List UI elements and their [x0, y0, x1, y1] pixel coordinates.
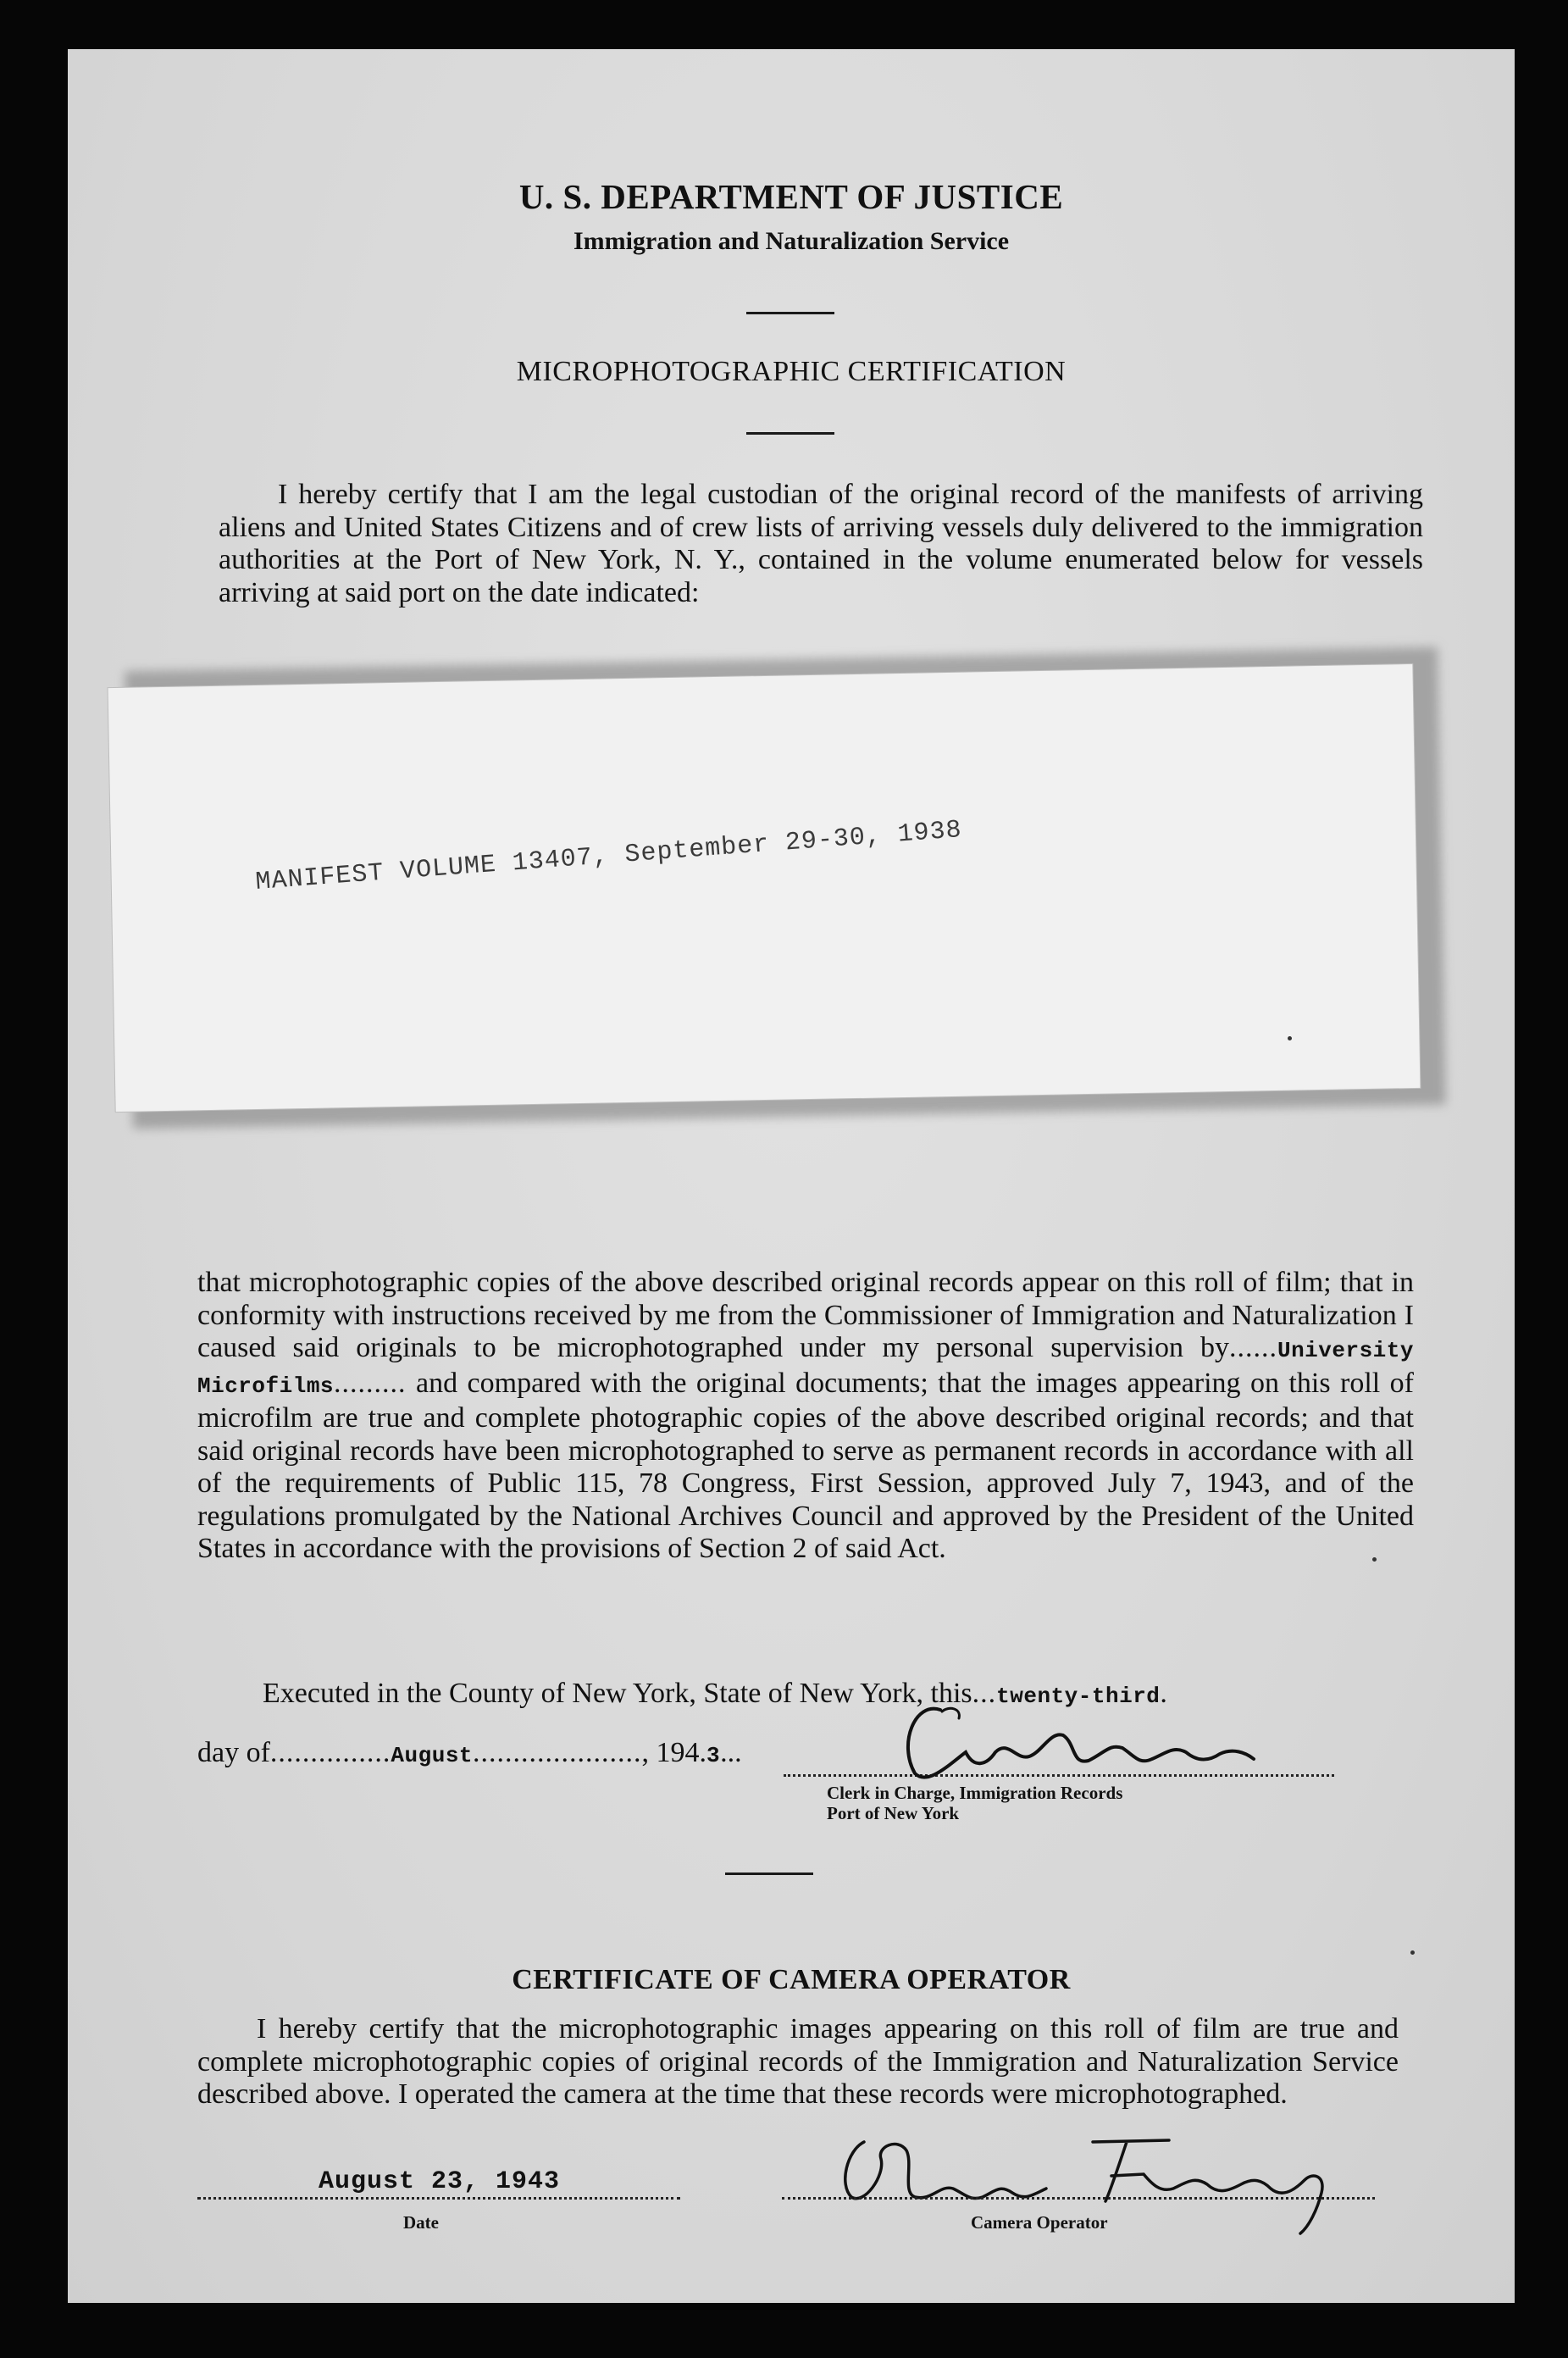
fill-dots: ............... — [269, 1737, 391, 1768]
fill-dots: ... — [720, 1737, 742, 1768]
day-of-label: day of — [197, 1737, 270, 1768]
clerk-signature — [881, 1693, 1338, 1795]
certification-title: MICROPHOTOGRAPHIC CERTIFICATION — [516, 356, 1067, 387]
dust-speck — [1410, 1950, 1415, 1955]
fill-dots: ..................... — [473, 1737, 642, 1768]
date-label: Date — [403, 2212, 439, 2233]
camera-divider — [725, 1873, 813, 1875]
header-divider-top — [746, 312, 834, 314]
volume-slip — [108, 664, 1421, 1112]
volume-slip-text: MANIFEST VOLUME 13407, September 29-30, 1938 — [254, 816, 963, 897]
day-of-line — [197, 1737, 742, 1769]
operator-signature-line — [782, 2197, 1375, 2200]
operator-signature — [813, 2117, 1406, 2235]
dust-speck — [1372, 1557, 1377, 1562]
camera-date-value: August 23, 1943 — [319, 2167, 561, 2196]
date-line — [197, 2197, 680, 2200]
execution-month: August — [391, 1743, 474, 1768]
certificate-page — [68, 49, 1515, 2303]
microfilmer-name: University Microfilms — [197, 1338, 1414, 1399]
clerk-title — [827, 1783, 1122, 1823]
operator-label: Camera Operator — [971, 2212, 1108, 2233]
execution-prefix: Executed in the County of New York, State of New York, this — [263, 1678, 972, 1709]
department-heading: U. S. DEPARTMENT OF JUSTICE — [518, 177, 1064, 216]
execution-day: twenty-third — [996, 1684, 1161, 1709]
camera-operator-title: CERTIFICATE OF CAMERA OPERATOR — [512, 1964, 1071, 1995]
body-part-2: and compared with the original documents; that the images appearing on this roll of microfilm are true and complete photographic copies of the above described original records; and that said original records have been microphotographed to serve as permanent records in accordance with all of the requirements of Public 115, 78 Congress, First Session, approved July 7, 1943, and of the regulations promulgated by the National Archives Council and approved by the President of the United States in accordance with the provisions of Section 2 of said Act. — [197, 1367, 1414, 1564]
year-digit: 3 — [706, 1743, 721, 1768]
certification-body — [197, 1267, 1414, 1566]
fill-dots: ... — [972, 1678, 997, 1709]
fill-dots: ......... — [334, 1367, 407, 1399]
body-part-1: that microphotographic copies of the above described original records appear on this roll of film; that in conformity with instructions received by me from the Commissioner of Immigration and Naturalization I caused said originals to be microphotographed under my personal supervision by — [197, 1267, 1414, 1363]
fill-dots: ...... — [1228, 1332, 1277, 1363]
header-divider-bottom — [746, 432, 834, 435]
intro-paragraph: I hereby certify that I am the legal custodian of the original record of the manifests of arriving aliens and United States Citizens and of crew lists of arriving vessels duly delivered to the immigration authorities at the Port of New York, N. Y., contained in the volume enumerated below for vessels arriving at said port on the date indicated: — [219, 479, 1423, 608]
clerk-title-line-2: Port of New York — [827, 1803, 960, 1823]
fill-dots: . — [699, 1737, 707, 1768]
year-prefix: , 194 — [641, 1737, 700, 1768]
clerk-title-line-1: Clerk in Charge, Immigration Records — [827, 1783, 1123, 1803]
fill-dots: . — [1160, 1678, 1167, 1709]
service-subheading: Immigration and Naturalization Service — [573, 227, 1010, 255]
dust-speck — [1288, 1036, 1292, 1040]
camera-operator-paragraph: I hereby certify that the microphotographic images appearing on this roll of film are true and complete microphotographic copies of original records of the Immigration and Naturalization Service described above. I operated the camera at the time that these records were microphotographed. — [197, 2013, 1399, 2110]
